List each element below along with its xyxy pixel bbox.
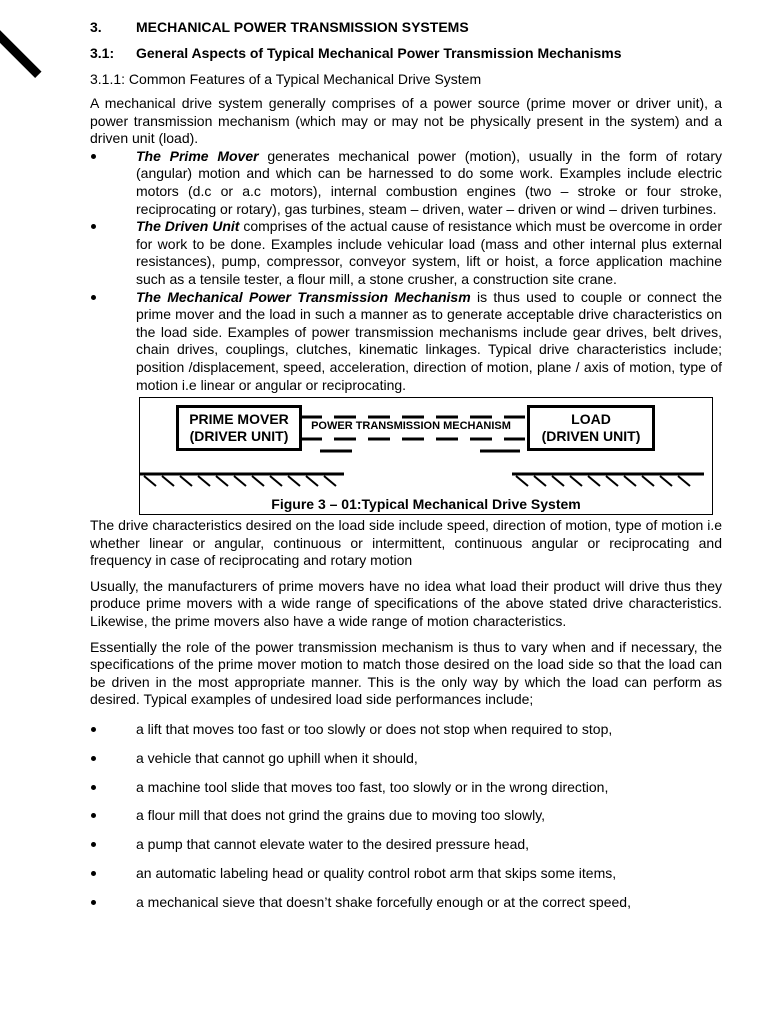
figure-caption: Figure 3 – 01:Typical Mechanical Drive System [271, 496, 581, 513]
list-item: a flour mill that does not grind the grains due to moving too slowly, [90, 807, 722, 825]
term-description: comprises of the actual cause of resistance which must be overcome in order for work to be done. Examples include vehicular load (mass and other internal plus external resistances), pump, compressor, conveyor system, lift or hoist, a force application machine such as a tensile tester, a flour mill, a stone crusher, a construction site crane. [136, 218, 722, 287]
bullet [90, 836, 136, 854]
prime-mover-label: PRIME MOVER [189, 411, 289, 428]
list-item [90, 218, 722, 288]
term-driven-unit: The Driven Unit [136, 218, 240, 235]
transmission-mechanism-label: POWER TRANSMISSION MECHANISM [311, 420, 511, 433]
intro-paragraph: A mechanical drive system generally comprises of a power source (prime mover or driver unit), a power transmission mechanism (which may or may not be physically present in the system) and a driven unit (load). [90, 95, 722, 147]
bullet [90, 721, 136, 739]
list-item: a machine tool slide that moves too fast, too slowly or in the wrong direction, [90, 779, 722, 797]
subsection-number: 3.1: [90, 45, 115, 61]
list-item: a lift that moves too fast or too slowly or does not stop when required to stop, [90, 721, 722, 739]
subsection-heading [90, 43, 722, 63]
list-item: a mechanical sieve that doesn’t shake forcefully enough or at the correct speed, [90, 894, 722, 912]
load-label: LOAD [571, 411, 611, 428]
body-paragraph: Essentially the role of the power transmission mechanism is thus to vary when and if necessary, the specifications of the prime mover motion to match those desired on the load side so that the load can be driven in the most appropriate manner. This is the only way by which the load can perform as desired. Typical examples of undesired load side performances include; [90, 638, 722, 708]
prime-mover-box [176, 405, 302, 451]
term-description: generates mechanical power (motion), usually in the form of rotary (angular) motion and which can be harnessed to do some work. Examples include electric motors (d.c or a.c motors), internal combustion engines (two – stroke or four stroke, reciprocating or rotary), gas turbines, steam – driven, water – driven or wind – driven turbines. [136, 147, 722, 217]
drive-system-figure [139, 397, 713, 515]
bullet [90, 894, 136, 912]
list-item: an automatic labeling head or quality control robot arm that skips some items, [90, 865, 722, 883]
driven-unit-label: (DRIVEN UNIT) [541, 428, 641, 445]
bullet [90, 218, 136, 288]
document-page [90, 17, 722, 923]
list-item [90, 289, 722, 395]
subsection-title: General Aspects of Typical Mechanical Power Transmission Mechanisms [136, 45, 622, 61]
bullet [90, 865, 136, 883]
section-number: 3. [90, 19, 102, 35]
bullet [90, 750, 136, 768]
examples-list [90, 721, 722, 911]
section-title: MECHANICAL POWER TRANSMISSION SYSTEMS [136, 19, 469, 35]
ground-right [512, 474, 704, 486]
body-paragraph: Usually, the manufacturers of prime movers have no idea what load their product will drive thus they produce prime movers with a wide range of specifications of the above stated drive characteristics. Likewise, the prime movers also have a wide range of motion characteristics. [90, 577, 722, 630]
list-item: a pump that cannot elevate water to the desired pressure head, [90, 836, 722, 854]
term-description: is thus used to couple or connect the prime mover and the load in such a manner as to generate acceptable drive characteristics on the load side. Examples of power transmission mechanisms include gear drives, belt drives, chain drives, couplings, clutches, kinematic linkages. Typical drive characteristics include; position /displacement, speed, acceleration, direction of motion, plane / axis of motion, type of motion i.e linear or angular or reciprocating. [136, 288, 722, 393]
subsubsection-heading: 3.1.1: Common Features of a Typical Mechanical Drive System [90, 71, 482, 87]
list-item [90, 148, 722, 218]
driver-unit-label: (DRIVER UNIT) [189, 428, 289, 445]
bullet [90, 289, 136, 395]
bullet [90, 779, 136, 797]
section-heading [90, 17, 722, 37]
ground-left [140, 474, 344, 486]
term-prime-mover: The Prime Mover [136, 147, 259, 164]
bullet [90, 807, 136, 825]
list-item: a vehicle that cannot go uphill when it should, [90, 750, 722, 768]
corner-mark [0, 19, 42, 78]
term-transmission-mechanism: The Mechanical Power Transmission Mechanism [136, 288, 471, 305]
bullet [90, 148, 136, 218]
components-list [90, 148, 722, 394]
load-box [527, 405, 655, 451]
body-paragraph: The drive characteristics desired on the load side include speed, direction of motion, type of motion i.e whether linear or angular, continuous or intermittent, continuous angular or reciprocating and frequency in case of reciprocating and rotary motion [90, 517, 722, 569]
